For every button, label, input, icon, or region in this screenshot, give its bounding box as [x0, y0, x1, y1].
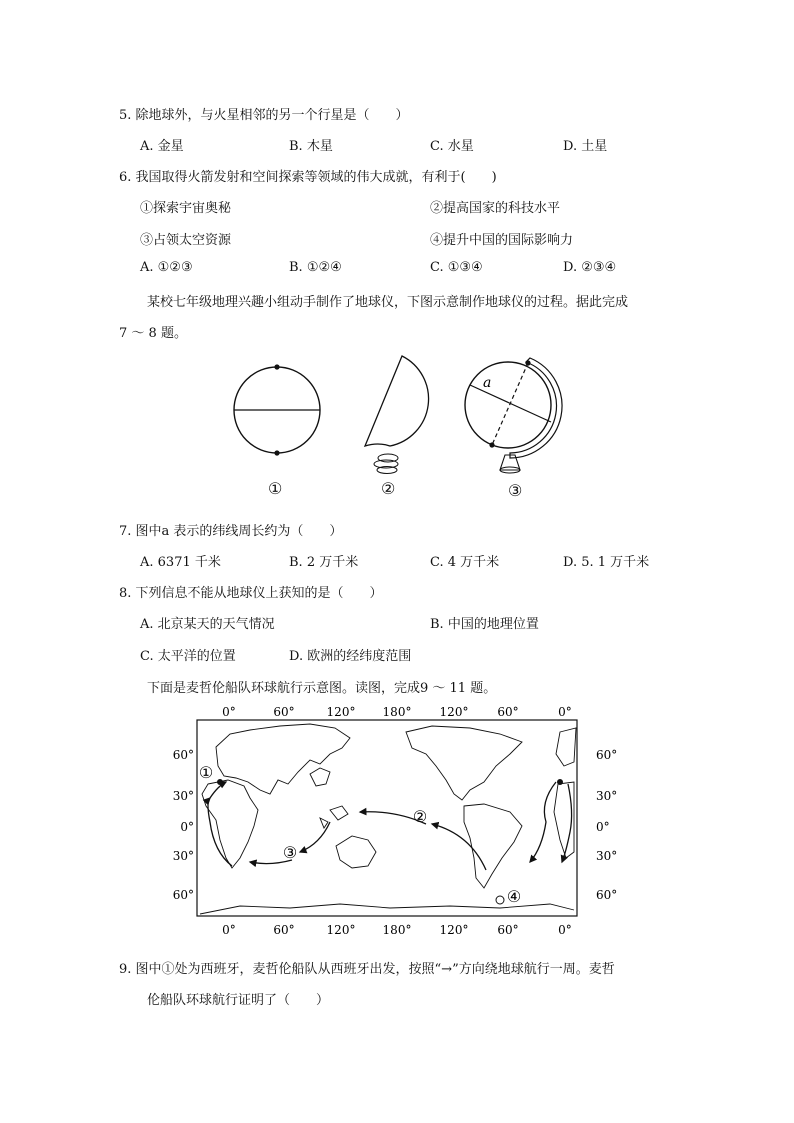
map-right-lat-1: 30°: [596, 789, 618, 803]
q5-option-b: B. 木星: [289, 139, 333, 154]
map-marker-2: ②: [412, 807, 428, 826]
spain-point-left: [217, 779, 223, 785]
map-bottom-lon-1: 60°: [273, 923, 295, 937]
q6-option-a: A. ①②③: [140, 260, 193, 275]
q5-option-d: D. 土星: [563, 139, 608, 154]
map-left-lat-4: 60°: [172, 888, 194, 902]
q7-option-a: A. 6371 千米: [140, 555, 221, 570]
map-right-lat-0: 60°: [596, 748, 618, 762]
q6-item-2: ②提高国家的科技水平: [430, 201, 561, 216]
q8-option-c: C. 太平洋的位置: [140, 649, 236, 664]
globe-label-2: ②: [381, 479, 396, 498]
q7-option-b: B. 2 万千米: [289, 555, 359, 570]
map-top-lon-3: 180°: [382, 705, 412, 719]
map-marker-3: ③: [282, 843, 298, 862]
q9-line1: 9. 图中①处为西班牙，麦哲伦船队从西班牙出发，按照“→”方向绕地球航行一周。麦哲: [119, 962, 615, 977]
map-right-lat-3: 30°: [596, 849, 618, 863]
q8-option-a: A. 北京某天的天气情况: [140, 617, 275, 632]
q8-stem: 8. 下列信息不能从地球仪上获知的是（ ）: [119, 586, 383, 601]
map-top-lon-1: 60°: [273, 705, 295, 719]
q8-option-d: D. 欧洲的经纬度范围: [289, 649, 412, 664]
map-top-lon-2: 120°: [326, 705, 356, 719]
map-bottom-lon-5: 60°: [497, 923, 519, 937]
q6-option-b: B. ①②④: [289, 260, 342, 275]
intro-7-8-line1: 某校七年级地理兴趣小组动手制作了地球仪，下图示意制作地球仪的过程。据此完成: [147, 295, 629, 310]
map-left-lat-0: 60°: [172, 748, 194, 762]
q6-option-d: D. ②③④: [563, 260, 617, 275]
q9-line2: 伦船队环球航行证明了（ ）: [147, 993, 330, 1008]
map-left-lat-1: 30°: [172, 789, 194, 803]
q5-option-c: C. 水星: [430, 139, 474, 154]
q7-option-d: D. 5. 1 万千米: [563, 555, 650, 570]
q5-stem: 5. 除地球外，与火星相邻的另一个行星是（ ）: [119, 108, 409, 123]
q8-option-b: B. 中国的地理位置: [430, 617, 539, 632]
q6-item-3: ③占领太空资源: [140, 233, 232, 248]
globe-a-label: a: [483, 375, 492, 391]
spain-point-right: [557, 779, 563, 785]
intro-7-8-line2: 7 ～ 8 题。: [119, 326, 187, 341]
map-bottom-lon-3: 180°: [382, 923, 412, 937]
map-top-lon-5: 60°: [497, 705, 519, 719]
map-marker-4: ④: [506, 887, 522, 906]
intro-9-11: 下面是麦哲伦船队环球航行示意图。读图，完成9 ～ 11 题。: [147, 681, 497, 696]
q6-item-1: ①探索宇宙奥秘: [140, 201, 232, 216]
map-top-lon-6: 0°: [558, 705, 572, 719]
globe-step-2: [365, 356, 429, 474]
globe-step-3: [465, 358, 562, 473]
q7-option-c: C. 4 万千米: [430, 555, 500, 570]
map-bottom-lon-4: 120°: [439, 923, 469, 937]
q7-stem: 7. 图中a 表示的纬线周长约为（ ）: [119, 524, 343, 539]
q5-option-a: A. 金星: [140, 139, 184, 154]
map-left-lat-3: 30°: [172, 849, 194, 863]
map-left-lat-2: 0°: [180, 820, 194, 834]
magellan-route-map: [170, 702, 630, 942]
map-right-lat-2: 0°: [596, 820, 610, 834]
map-bottom-lon-0: 0°: [222, 923, 236, 937]
q6-item-4: ④提升中国的国际影响力: [430, 233, 574, 248]
globe-label-3: ③: [508, 481, 523, 500]
map-top-lon-0: 0°: [222, 705, 236, 719]
map-marker-1: ①: [198, 763, 214, 782]
q6-option-c: C. ①③④: [430, 260, 483, 275]
map-bottom-lon-2: 120°: [326, 923, 356, 937]
globe-step-1: [234, 364, 320, 455]
map-right-lat-4: 60°: [596, 888, 618, 902]
q6-stem: 6. 我国取得火箭发射和空间探索等领域的伟大成就，有利于( ): [119, 170, 497, 185]
map-bottom-lon-6: 0°: [558, 923, 572, 937]
map-top-lon-4: 120°: [439, 705, 469, 719]
globe-label-1: ①: [268, 479, 283, 498]
